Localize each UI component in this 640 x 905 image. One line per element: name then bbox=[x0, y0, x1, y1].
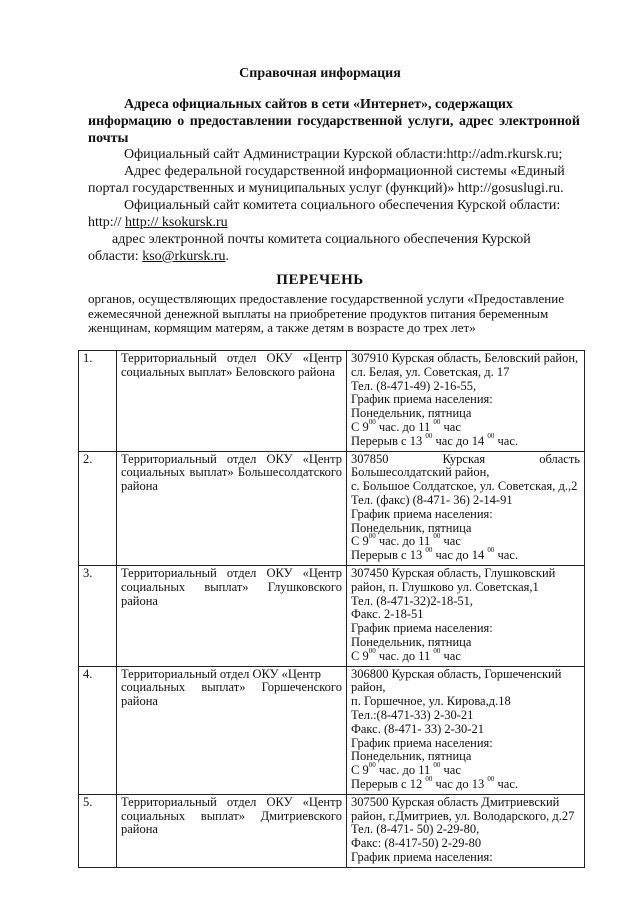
row-number: 4. bbox=[79, 666, 117, 794]
websites-heading bbox=[88, 96, 580, 147]
email-link[interactable]: kso@rkursk.ru bbox=[142, 249, 226, 264]
schedule-days: Понедельник, пятница bbox=[351, 749, 472, 764]
address-line: сл. Белая, ул. Советская, д. 17 bbox=[351, 364, 510, 379]
address-line: район, bbox=[351, 680, 386, 695]
phone-line: Тел.:(8-471-33) 2-30-21 bbox=[351, 707, 474, 722]
address-line: с. Большое Солдатское, ул. Советская, д.,2 bbox=[351, 479, 578, 494]
table-row bbox=[79, 351, 585, 452]
address-line: 307910 Курская область, Беловский район, bbox=[351, 351, 579, 365]
email-paragraph bbox=[88, 231, 580, 265]
schedule-label: График приема населения: bbox=[351, 735, 493, 750]
schedule-label: График приема населения: bbox=[351, 621, 493, 636]
schedule-days: Понедельник, пятница bbox=[351, 520, 472, 535]
committee-site-paragraph bbox=[88, 197, 580, 231]
table-row bbox=[79, 666, 585, 794]
row-number: 2. bbox=[79, 451, 117, 565]
work-hours: С $9^{00}$ час. до 11 $^{00}$ час bbox=[351, 646, 461, 663]
office-name: Территориальный отдел ОКУ «Центр социальных выплат» Горшеченского района bbox=[117, 666, 347, 794]
address-line: район, п. Глушково ул. Советская,1 bbox=[351, 579, 539, 594]
break-hours: Перерыв с 13 $^{00}$ час до 14 $^{00}$ час. bbox=[351, 431, 518, 448]
fax-line: Факс. 2-18-51 bbox=[351, 607, 424, 622]
office-name: Территориальный отдел ОКУ «Центр социальных выплат» Беловского района bbox=[117, 351, 347, 452]
phone-line: Тел. (8-471- 50) 2-29-80, bbox=[351, 822, 480, 837]
row-number: 5. bbox=[79, 794, 117, 867]
list-title: ПЕРЕЧЕНЬ bbox=[276, 272, 364, 288]
table-row bbox=[79, 565, 585, 666]
schedule-label: График приема населения: bbox=[351, 849, 493, 864]
committee-site-text: Официальный сайт комитета социального обеспечения Курской области: http:// bbox=[88, 198, 561, 230]
address-line: 307850 Курская область bbox=[351, 451, 580, 466]
office-address bbox=[347, 351, 585, 452]
row-number: 3. bbox=[79, 565, 117, 666]
committee-site-link[interactable]: http:// ksokursk.ru bbox=[124, 215, 228, 230]
schedule-days: Понедельник, пятница bbox=[351, 406, 472, 421]
phone-line: Тел. (факс) (8-471- 36) 2-14-91 bbox=[351, 492, 513, 507]
office-address bbox=[347, 666, 585, 794]
admin-site-paragraph: Официальный сайт Администрации Курской области:http://adm.rkursk.ru; bbox=[124, 147, 563, 162]
email-text: адрес электронной почты комитета социального обеспечения Курской области: bbox=[88, 232, 531, 264]
address-line: 307450 Курская область, Глушковский bbox=[351, 565, 556, 580]
offices-table bbox=[78, 350, 585, 868]
break-hours: Перерыв с 12 $^{00}$ час до 13 $^{00}$ час. bbox=[351, 774, 518, 791]
portal-paragraph: Адрес федеральной государственной информационной системы «Единый портал государственных и муниципальных услуг (функций)» http://gosuslugi.ru. bbox=[88, 164, 565, 196]
phone-line: Тел. (8-471-32)2-18-51, bbox=[351, 593, 474, 608]
address-line: 306800 Курская область, Горшеченский bbox=[351, 666, 562, 681]
office-name: Территориальный отдел ОКУ «Центр социальных выплат» Глушковского района bbox=[117, 565, 347, 666]
fax-line: Факс. (8-471- 33) 2-30-21 bbox=[351, 721, 484, 736]
address-line: Большесолдатский район, bbox=[351, 465, 490, 480]
phone-line: Тел. (8-471-49) 2-16-55, bbox=[351, 378, 477, 393]
office-name: Территориальный отдел ОКУ «Центр социальных выплат» Дмитриевского района bbox=[117, 794, 347, 867]
address-line: 307500 Курская область Дмитриевский bbox=[351, 794, 560, 809]
email-end: . bbox=[225, 249, 229, 264]
websites-heading-line1: Адреса официальных сайтов в сети «Интернет», содержащих bbox=[124, 97, 513, 112]
office-address bbox=[347, 451, 585, 565]
schedule-label: График приема населения: bbox=[351, 392, 493, 407]
work-hours: С $9^{00}$ час. до 11 $^{00}$ час bbox=[351, 417, 461, 434]
schedule-label: График приема населения: bbox=[351, 506, 493, 521]
address-line: район, г.Дмитриев, ул. Володарского, д.27 bbox=[351, 808, 575, 823]
office-address bbox=[347, 794, 585, 867]
schedule-days: Понедельник, пятница bbox=[351, 634, 472, 649]
office-name: Территориальный отдел ОКУ «Центр социальных выплат» Большесолдатского района bbox=[117, 451, 347, 565]
row-number: 1. bbox=[79, 351, 117, 452]
fax-line: Факс: (8-417-50) 2-29-80 bbox=[351, 836, 482, 851]
table-row bbox=[79, 451, 585, 565]
page-title: Справочная информация bbox=[239, 66, 401, 81]
break-hours: Перерыв с 13 $^{00}$ час до 14 $^{00}$ час. bbox=[351, 546, 518, 563]
address-line: п. Горшечное, ул. Кирова,д.18 bbox=[351, 694, 511, 709]
office-address bbox=[347, 565, 585, 666]
websites-heading-rest: информацию о предоставлении государственной услуги, адрес электронной почты bbox=[88, 114, 580, 146]
list-subtitle: органов, осуществляющих предоставление государственной услуги «Предоставление ежемесячной денежной выплаты на приобретение продуктов питания беременным женщинам, кормящим матерям, а также детям в возрасте до трех лет» bbox=[88, 291, 564, 335]
table-row bbox=[79, 794, 585, 867]
work-hours: С $9^{00}$ час. до 11 $^{00}$ час bbox=[351, 761, 461, 778]
work-hours: С $9^{00}$ час. до 11 $^{00}$ час bbox=[351, 532, 461, 549]
